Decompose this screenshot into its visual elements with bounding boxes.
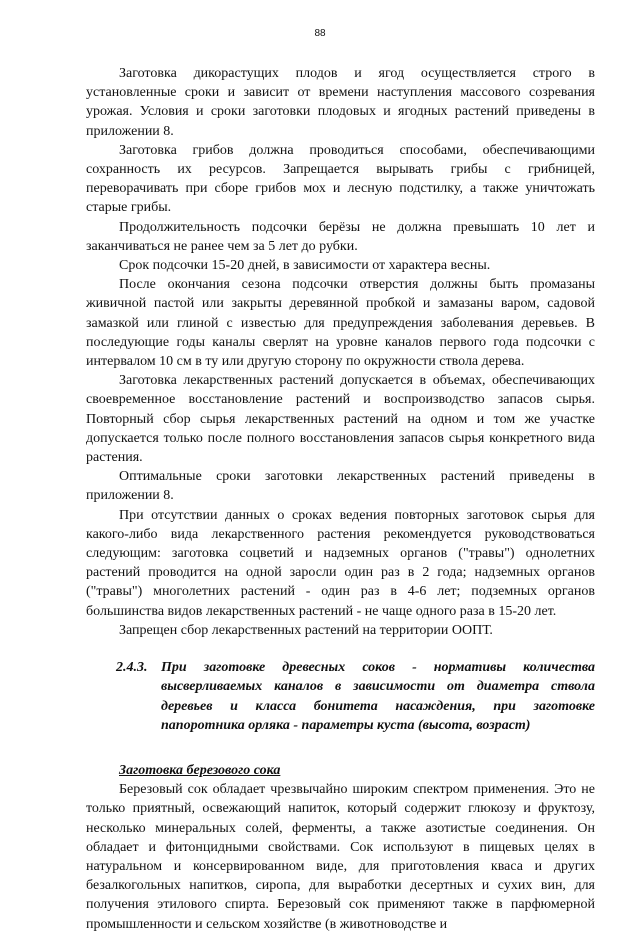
paragraph-medicinal-plants: Заготовка лекарственных растений допускается в объемах, обеспечивающих своевременное восстановление растений и воспроизводство запасов сырья. Повторный сбор сырья лекарственных растений на одном и том же участке допускается только после полного восстановления запасов сырья конкретного вида растения.: [86, 373, 595, 466]
section-heading: [116, 658, 595, 735]
section-number: 2.4.3.: [116, 660, 148, 676]
paragraph-fruit-harvesting: Заготовка дикорастущих плодов и ягод осуществляется строго в установленные сроки и зависит от времени наступления массового созревания урожая. Условия и сроки заготовки плодовых и ягодных растений приведены в приложении 8.: [86, 66, 595, 139]
paragraph-tapping-duration: Продолжительность подсочки берёзы не должна превышать 10 лет и заканчиваться не ранее чем за 5 лет до рубки.: [86, 219, 595, 254]
paragraph-tapping-period: Срок подсочки 15-20 дней, в зависимости от характера весны.: [119, 258, 491, 274]
paragraph-repeat-harvest: При отсутствии данных о сроках ведения повторных заготовок сырья для какого-либо вида лекарственного растения рекомендуется руководствоваться следующим: заготовка соцветий и надземных органов ("травы") однолетних растений проводится на одной заросли один раз в 2 года; надземных органов ("травы") многолетних растений - один раз в 4-6 лет; подземных органов большинства видов лекарственных растений - не чаще одного раза в 15-20 лет.: [86, 507, 595, 619]
paragraph-optimal-terms: Оптимальные сроки заготовки лекарственных растений приведены в приложении 8.: [86, 469, 595, 504]
paragraph-protected-areas: Запрещен сбор лекарственных растений на территории ООПТ.: [119, 622, 493, 638]
document-body: [86, 64, 595, 934]
paragraph-mushroom-harvesting: Заготовка грибов должна проводиться способами, обеспечивающими сохранность их ресурсов. Запрещается вырывать грибы с грибницей, переворачивать при сборе грибов мох и лесную подстилку, а также уничтожать старые грибы.: [86, 142, 595, 216]
page-number: 88: [314, 28, 326, 39]
paragraph-birch-sap: Березовый сок обладает чрезвычайно широким спектром применения. Это не только приятный, освежающий напиток, который содержит глюкозу и фруктозу, несколько минеральных солей, ферменты, а также азотистые соединения. Он обладает и фитонцидными свойствами. Сок используют в пищевых целях в натуральном и консервированном виде, для приготовления кваса и других безалкогольных напитков, сиропа, для выработки десертных и сухих вин, для получения этилового спирта. Березовый сок применяют также в парфюмерной промышленности и сельском хозяйстве (в животноводстве и: [86, 782, 595, 932]
paragraph-after-tapping: После окончания сезона подсочки отверстия должны быть промазаны живичной пастой или закрыты деревянной пробкой и замазаны варом, садовой замазкой или глиной с известью для предупреждения заболевания деревьев. В последующие годы каналы сверлят на уровне каналов первого года подсочки с интервалом 10 см в ту или другую сторону по окружности ствола дерева.: [86, 277, 595, 370]
section-title: При заготовке древесных соков - нормативы количества высверливаемых каналов в зависимости от диаметра ствола деревьев и класса бонитета насаждения, при заготовке папоротника орляка - параметры куста (высота, возраст): [161, 660, 595, 733]
subheading-birch-sap: Заготовка березового сока: [119, 762, 281, 778]
